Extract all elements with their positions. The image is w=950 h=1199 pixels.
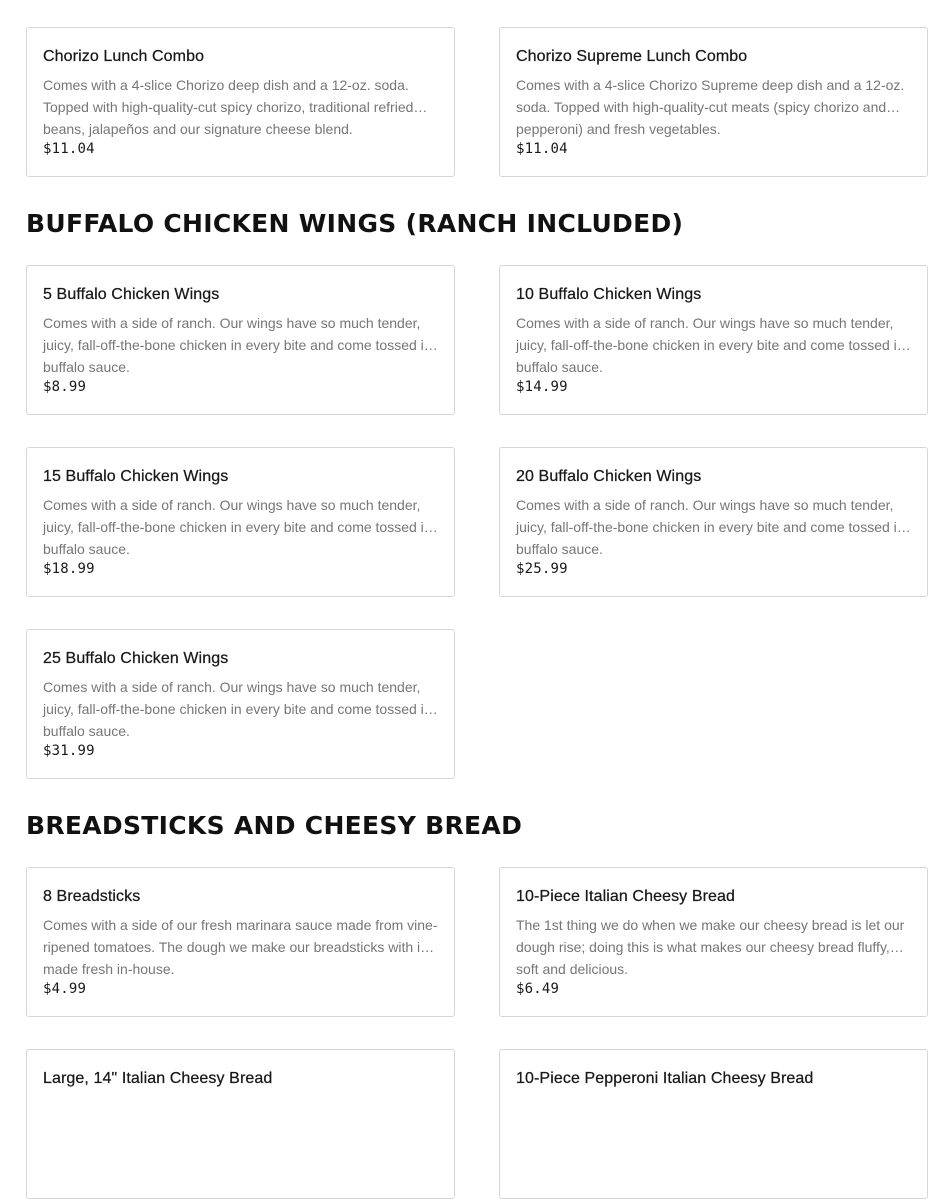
menu-item-price: $8.99 bbox=[43, 379, 87, 395]
menu-item-card[interactable] bbox=[26, 27, 455, 177]
menu-item-price: $18.99 bbox=[43, 561, 95, 577]
menu-item-card[interactable] bbox=[499, 1049, 928, 1199]
menu-item-price: $4.99 bbox=[43, 981, 87, 997]
menu-item-price: $25.99 bbox=[516, 561, 568, 577]
menu-item-price: $11.04 bbox=[516, 141, 568, 157]
menu-item-description: Comes with a side of our fresh marinara sauce made from vine-ripened tomatoes. The dough we make our breadsticks with is made fresh in-house. bbox=[43, 917, 438, 977]
menu-item-description: Comes with a side of ranch. Our wings have so much tender, juicy, fall-off-the-bone chicken in every bite and come tossed in buffalo sauce. bbox=[43, 679, 432, 739]
menu-item-name: 5 Buffalo Chicken Wings bbox=[43, 286, 220, 303]
menu-item-name: 15 Buffalo Chicken Wings bbox=[43, 468, 229, 485]
menu-item-name: Chorizo Lunch Combo bbox=[43, 48, 205, 65]
menu-item-card[interactable] bbox=[26, 265, 455, 415]
menu-item-description: Comes with a 4-slice Chorizo deep dish and a 12-oz. soda. Topped with high-quality-cut spicy chorizo, traditional refried beans, jalapeños and our signature cheese blend. bbox=[43, 77, 414, 137]
menu-item-card[interactable] bbox=[499, 447, 928, 597]
menu-item-name: 10-Piece Pepperoni Italian Cheesy Bread bbox=[516, 1070, 814, 1087]
menu-item-name: 20 Buffalo Chicken Wings bbox=[516, 468, 702, 485]
menu-item-description: Comes with a side of ranch. Our wings have so much tender, juicy, fall-off-the-bone chicken in every bite and come tossed in buffalo sauce. bbox=[43, 497, 432, 557]
menu-item-card[interactable] bbox=[499, 867, 928, 1017]
menu-item-description: The 1st thing we do when we make our cheesy bread is let our dough rise; doing this is what makes our cheesy bread fluffy, soft and delicious. bbox=[516, 917, 905, 977]
section-title-wings: BUFFALO CHICKEN WINGS (RANCH INCLUDED) bbox=[26, 209, 684, 238]
menu-item-price: $11.04 bbox=[43, 141, 95, 157]
menu-item-card[interactable] bbox=[26, 867, 455, 1017]
menu-item-name: 10-Piece Italian Cheesy Bread bbox=[516, 888, 736, 905]
menu-item-card[interactable] bbox=[26, 629, 455, 779]
menu-item-card[interactable] bbox=[499, 265, 928, 415]
menu-item-price: $14.99 bbox=[516, 379, 568, 395]
menu-item-name: 8 Breadsticks bbox=[43, 888, 141, 905]
menu-item-card[interactable] bbox=[499, 27, 928, 177]
menu-item-description: Comes with a side of ranch. Our wings have so much tender, juicy, fall-off-the-bone chicken in every bite and come tossed in buffalo sauce. bbox=[43, 315, 432, 375]
menu-item-name: 10 Buffalo Chicken Wings bbox=[516, 286, 702, 303]
menu-item-price: $31.99 bbox=[43, 743, 95, 759]
menu-item-description: Comes with a side of ranch. Our wings have so much tender, juicy, fall-off-the-bone chicken in every bite and come tossed in buffalo sauce. bbox=[516, 497, 905, 557]
menu-item-card[interactable] bbox=[26, 447, 455, 597]
menu-item-name: Large, 14" Italian Cheesy Bread bbox=[43, 1070, 273, 1087]
menu-item-name: Chorizo Supreme Lunch Combo bbox=[516, 48, 748, 65]
menu-item-description: Comes with a 4-slice Chorizo Supreme deep dish and a 12-oz. soda. Topped with high-quality-cut meats (spicy chorizo and pepperoni) and fresh vegetables. bbox=[516, 77, 905, 137]
menu-item-name: 25 Buffalo Chicken Wings bbox=[43, 650, 229, 667]
menu-item-card[interactable] bbox=[26, 1049, 455, 1199]
menu-item-price: $6.49 bbox=[516, 981, 560, 997]
menu-item-description: Comes with a side of ranch. Our wings have so much tender, juicy, fall-off-the-bone chicken in every bite and come tossed in buffalo sauce. bbox=[516, 315, 905, 375]
section-title-breadsticks: BREADSTICKS AND CHEESY BREAD bbox=[26, 811, 523, 840]
